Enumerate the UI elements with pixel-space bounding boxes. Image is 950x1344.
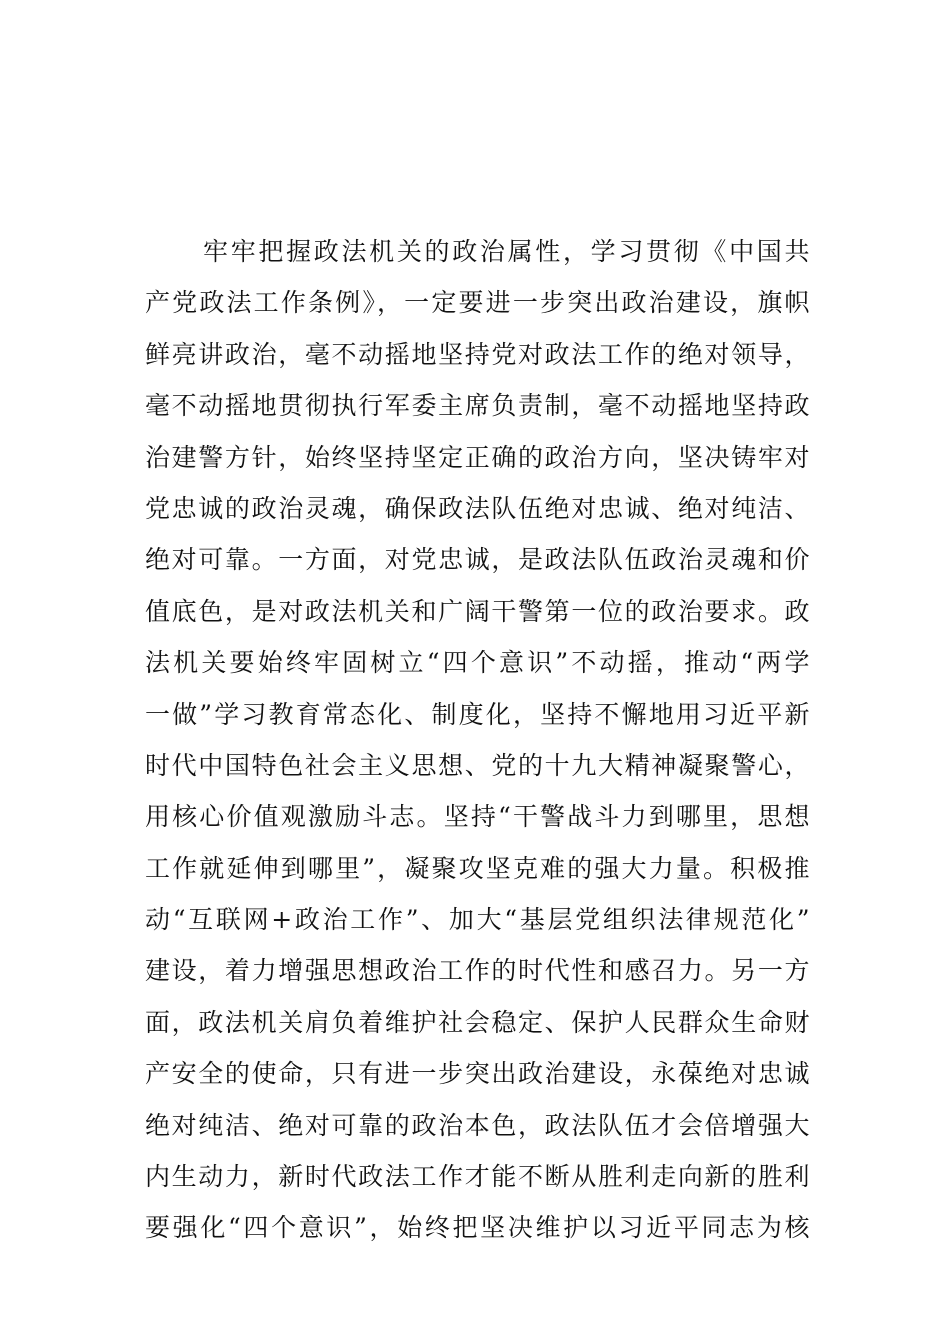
- text-line: 治建警方针，始终坚持坚定正确的政治方向，坚决铸牢对: [145, 442, 810, 472]
- text-line: 鲜亮讲政治，毫不动摇地坚持党对政法工作的绝对领导，: [145, 339, 810, 369]
- body-paragraph: [145, 226, 810, 1254]
- text-line: 牢牢把握政法机关的政治属性，学习贯彻《中国共: [203, 237, 810, 266]
- text-line: 产党政法工作条例》，一定要进一步突出政治建设，旗帜: [145, 288, 810, 318]
- text-line: 面，政法机关肩负着维护社会稳定、保护人民群众生命财: [145, 1007, 810, 1037]
- text-line: 绝对纯洁、绝对可靠的政治本色，政法队伍才会倍增强大: [145, 1110, 810, 1140]
- text-line: 党忠诚的政治灵魂，确保政法队伍绝对忠诚、绝对纯洁、: [145, 493, 810, 523]
- text-line: 内生动力，新时代政法工作才能不断从胜利走向新的胜利: [145, 1162, 810, 1192]
- text-line: 时代中国特色社会主义思想、党的十九大精神凝聚警心，: [145, 750, 810, 780]
- text-line: 要强化“四个意识”，始终把坚决维护以习近平同志为核: [145, 1213, 810, 1243]
- text-line: 一做”学习教育常态化、制度化，坚持不懈地用习近平新: [145, 699, 810, 729]
- text-line: 值底色，是对政法机关和广阔干警第一位的政治要求。政: [145, 596, 810, 626]
- text-line: 工作就延伸到哪里”，凝聚攻坚克难的强大力量。积极推: [145, 853, 810, 883]
- text-line: 动“互联网+政治工作”、加大“基层党组织法律规范化”: [145, 905, 810, 935]
- text-line: 绝对可靠。一方面，对党忠诚，是政法队伍政治灵魂和价: [145, 545, 810, 575]
- text-line: 法机关要始终牢固树立“四个意识”不动摇，推动“两学: [145, 648, 810, 678]
- text-line: 建设，着力增强思想政治工作的时代性和感召力。另一方: [145, 956, 810, 986]
- text-line: 产安全的使命，只有进一步突出政治建设，永葆绝对忠诚: [145, 1059, 810, 1089]
- text-line: 用核心价值观激励斗志。坚持“干警战斗力到哪里，思想: [145, 802, 810, 832]
- text-line: 毫不动摇地贯彻执行军委主席负责制，毫不动摇地坚持政: [145, 391, 810, 421]
